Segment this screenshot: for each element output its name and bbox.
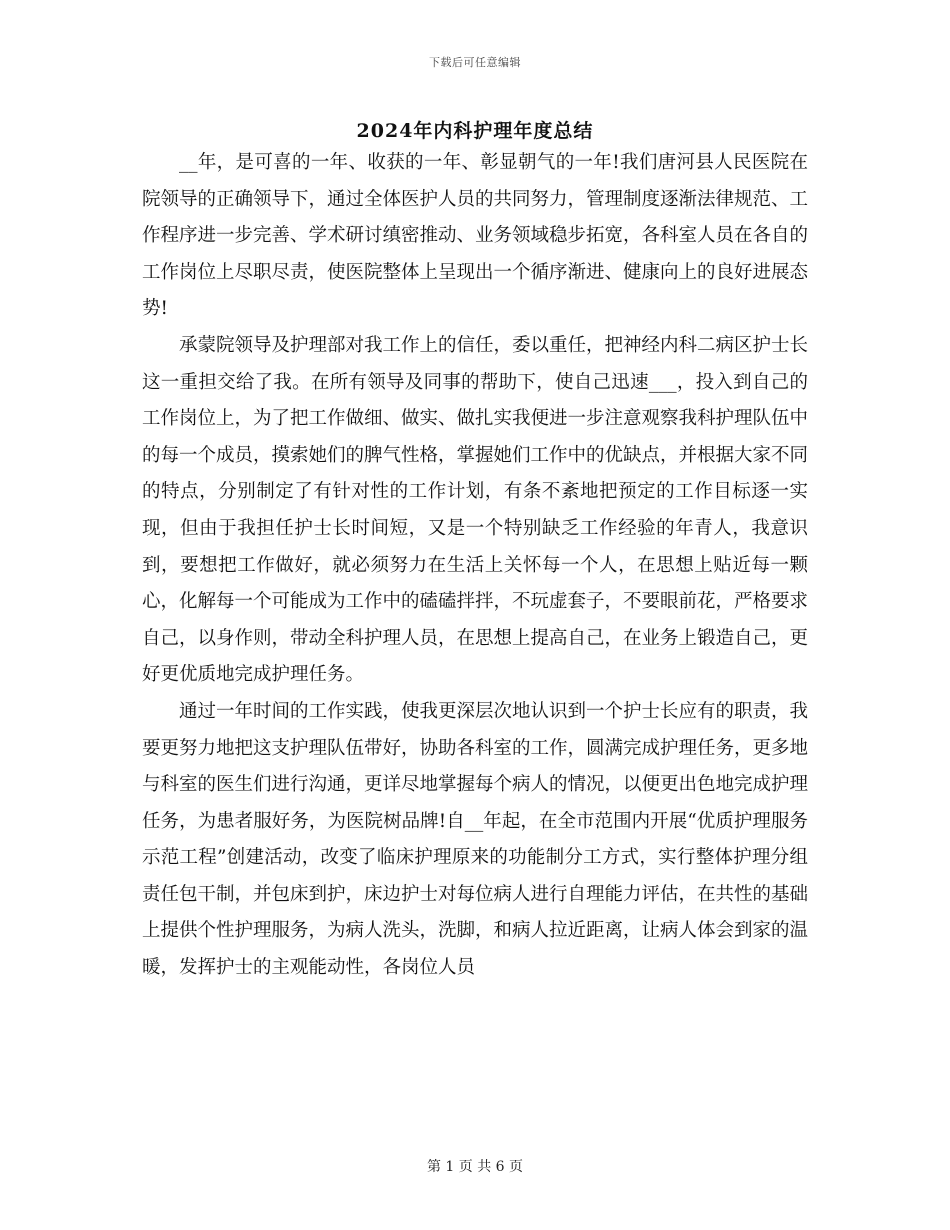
paragraph-1: __年，是可喜的一年、收获的一年、彰显朝气的一年!我们唐河县人民医院在院领导的正确领导下，通过全体医护人员的共同努力，管理制度逐渐法律规范、工作程序进一步完善、学术研讨缜密推动、业务领域稳步拓宽，各科室人员在各自的工作岗位上尽职尽责，使医院整体上呈现出一个循序渐进、健康向上的良好进展态势! bbox=[142, 152, 809, 320]
document-body bbox=[142, 145, 808, 987]
paragraph-3: 通过一年时间的工作实践，使我更深层次地认识到一个护士长应有的职责，我要更努力地把这支护理队伍带好，协助各科室的工作，圆满完成护理任务，更多地与科室的医生们进行沟通，更详尽地掌握每个病人的情况，以便更出色地完成护理任务，为患者服好务，为医院树品牌!自__年起，在全市范围内开展“优质护理服务示范工程”创建活动，改变了临床护理原来的功能制分工方式，实行整体护理分组责任包干制，并包床到护，床边护士对每位病人进行自理能力评估，在共性的基础上提供个性护理服务，为病人洗头，洗脚，和病人拉近距离，让病人体会到家的温暖，发挥护士的主观能动性，各岗位人员 bbox=[142, 700, 809, 979]
page-number: 第 1 页 共 6 页 bbox=[426, 1159, 524, 1175]
document-title: 2024年内科护理年度总结 bbox=[356, 120, 594, 142]
paragraph-2: 承蒙院领导及护理部对我工作上的信任，委以重任，把神经内科二病区护士长这一重担交给了我。在所有领导及同事的帮助下，使自己迅速___，投入到自己的工作岗位上，为了把工作做细、做实、做扎实我便进一步注意观察我科护理队伍中的每一个成员，摸索她们的脾气性格，掌握她们工作中的优缺点，并根据大家不同的特点，分别制定了有针对性的工作计划，有条不紊地把预定的工作目标逐一实现，但由于我担任护士长时间短，又是一个特别缺乏工作经验的年青人，我意识到，要想把工作做好，就必须努力在生活上关怀每一个人，在思想上贴近每一颗心，化解每一个可能成为工作中的磕磕拌拌，不玩虚套子，不要眼前花，严格要求自己，以身作则，带动全科护理人员，在思想上提高自己，在业务上锻造自己，更好更优质地完成护理任务。 bbox=[142, 334, 809, 686]
page-header: 下载后可任意编辑 bbox=[429, 56, 521, 69]
